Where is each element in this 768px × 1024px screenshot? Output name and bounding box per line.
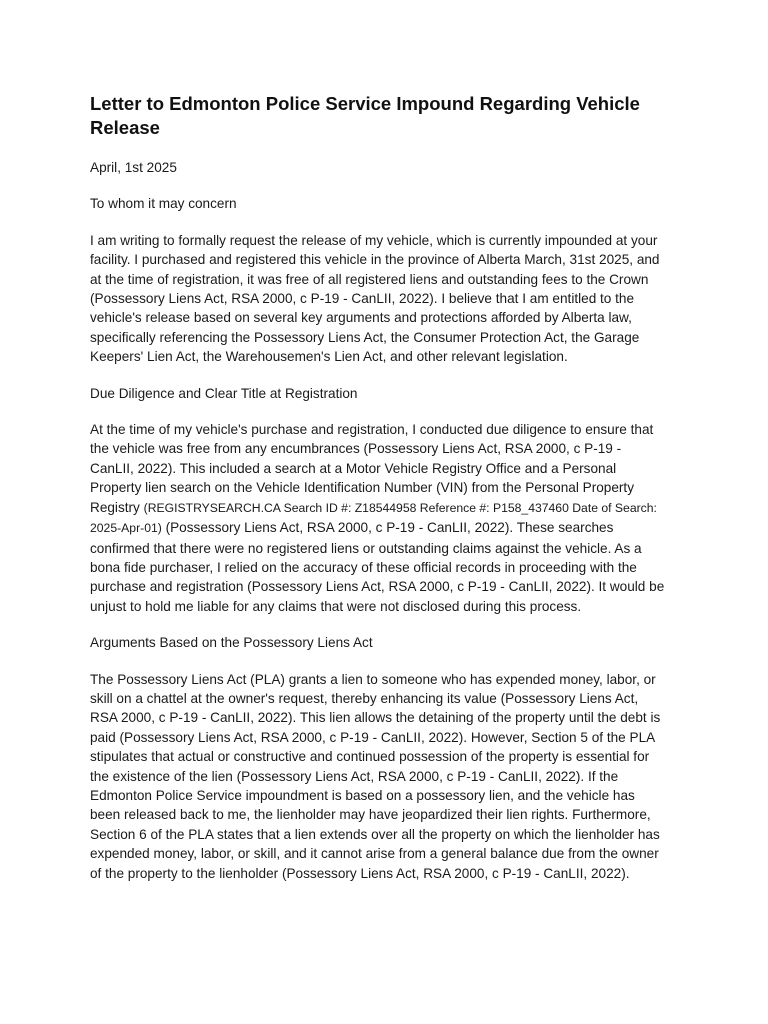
text-line: RSA 2000, c P-19 - CanLII, 2022). This lien allows the detaining of the property until the debt is (90, 710, 661, 726)
text-line: specifically referencing the Possessory Liens Act, the Consumer Protection Act, the Garage (90, 329, 640, 345)
title-line: Release (90, 117, 160, 138)
salutation: To whom it may concern (90, 196, 237, 212)
text-line: (Possessory Liens Act, RSA 2000, c P-19 - CanLII, 2022). I believe that I am entitled to the (90, 291, 635, 307)
text-line: expended money, labor, or skill, and it cannot arise from a general balance due from the owner (90, 846, 659, 862)
letter-title (90, 92, 690, 140)
text-line: bona fide purchaser, I relied on the accuracy of these official records in proceeding with the (90, 559, 637, 575)
due-diligence-paragraph (90, 420, 690, 616)
text-segment: (Possessory Liens Act, RSA 2000, c P-19 - CanLII, 2022). These searches (161, 520, 614, 536)
text-line: At the time of my vehicle's purchase and registration, I conducted due diligence to ensure that (90, 422, 654, 438)
intro-paragraph (90, 231, 690, 367)
text-line: The Possessory Liens Act (PLA) grants a lien to someone who has expended money, labor, or (90, 671, 656, 687)
text-line: CanLII, 2022). This included a search at a Motor Vehicle Registry Office and a Personal (90, 460, 617, 476)
text-line (90, 518, 690, 538)
text-line: the existence of the lien (Possessory Liens Act, RSA 2000, c P-19 - CanLII, 2022). If the (90, 768, 619, 784)
text-line: the vehicle was free from any encumbrances (Possessory Liens Act, RSA 2000, c P-19 - (90, 441, 622, 457)
search-date: 2025-Apr-01) (90, 521, 162, 536)
text-line: purchase and registration (Possessory Liens Act, RSA 2000, c P-19 - CanLII, 2022). It would be (90, 579, 665, 595)
letter-date: April, 1st 2025 (90, 160, 177, 175)
text-line: Section 6 of the PLA states that a lien extends over all the property on which the lienholder has (90, 826, 660, 842)
section-heading-due-diligence: Due Diligence and Clear Title at Registration (90, 385, 358, 401)
text-line: been released back to me, the lienholder may have jeopardized their lien rights. Furthermore, (90, 807, 651, 823)
text-line: Keepers' Lien Act, the Warehousemen's Lien Act, and other relevant legislation. (90, 349, 568, 365)
text-line: vehicle's release based on several key arguments and protections afforded by Alberta law, (90, 310, 632, 326)
text-line: skill on a chattel at the owner's request, thereby enhancing its value (Possessory Liens Act, (90, 690, 639, 706)
pla-paragraph (90, 670, 690, 883)
text-line: Edmonton Police Service impoundment is based on a possessory lien, and the vehicle has (90, 787, 635, 803)
registry-search-reference: (REGISTRYSEARCH.CA Search ID #: Z18544958 Reference #: P158_437460 Date of Search: (143, 500, 657, 515)
text-segment: Registry (90, 499, 144, 515)
text-line: stipulates that actual or constructive and continued possession of the property is essential for (90, 749, 650, 765)
text-line: Property lien search on the Vehicle Identification Number (VIN) from the Personal Property (90, 480, 635, 496)
text-line: at the time of registration, it was free of all registered liens and outstanding fees to the Crown (90, 271, 649, 287)
text-line (90, 498, 690, 518)
text-line: confirmed that there were no registered liens or outstanding claims against the vehicle. As a (90, 540, 642, 556)
letter-page (90, 92, 690, 900)
text-line: facility. I purchased and registered this vehicle in the province of Alberta March, 31st 2025, and (90, 252, 660, 268)
text-line: paid (Possessory Liens Act, RSA 2000, c P-19 - CanLII, 2022). However, Section 5 of the PLA (90, 729, 656, 745)
title-line: Letter to Edmonton Police Service Impound Regarding Vehicle (90, 93, 640, 114)
text-line: of the property to the lienholder (Possessory Liens Act, RSA 2000, c P-19 - CanLII, 2022). (90, 865, 630, 881)
text-line: I am writing to formally request the release of my vehicle, which is currently impounded at your (90, 232, 658, 248)
text-line: unjust to hold me liable for any claims that were not disclosed during this process. (90, 598, 582, 614)
section-heading-pla: Arguments Based on the Possessory Liens Act (90, 635, 373, 651)
